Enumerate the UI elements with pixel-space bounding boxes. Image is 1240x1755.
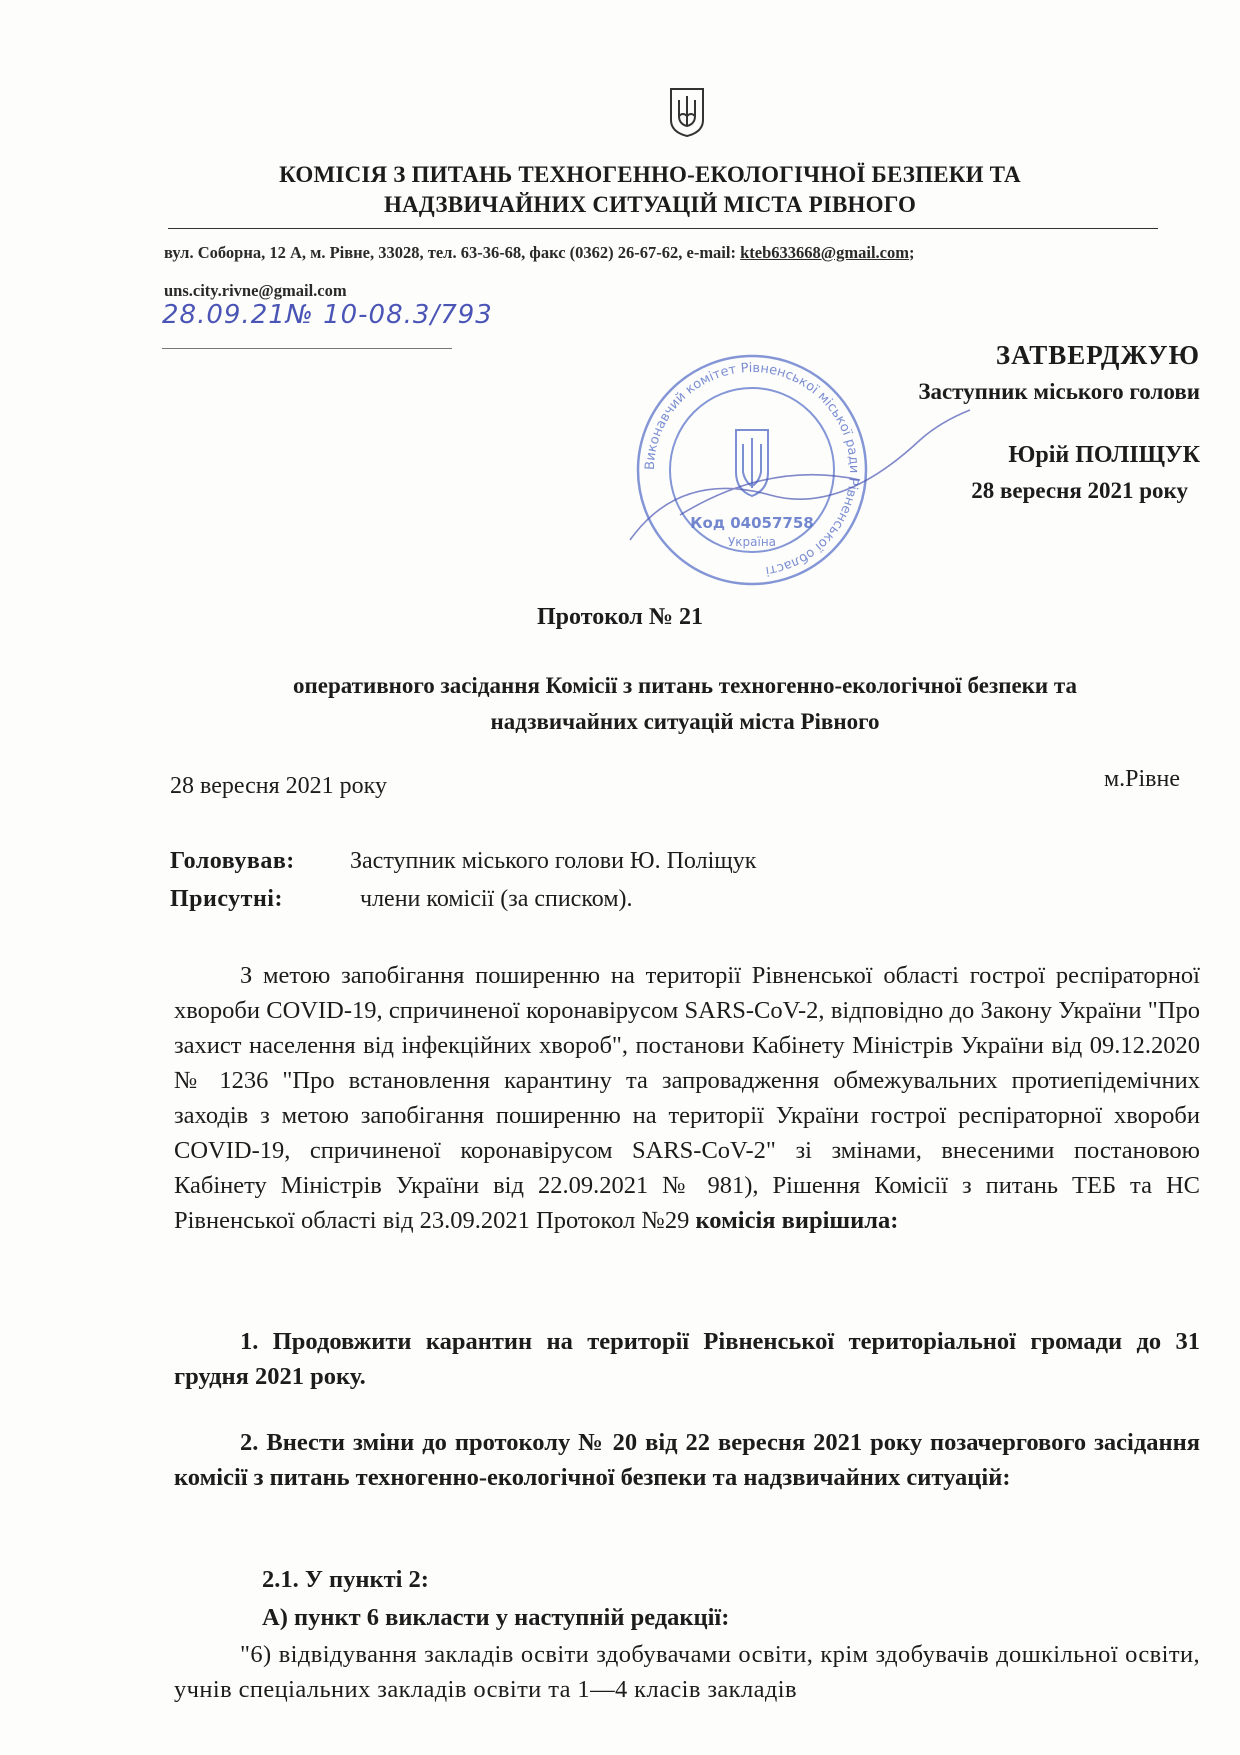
present-row [170,886,633,913]
approval-date: 28 вересня 2021 року [971,478,1188,503]
approval-word: ЗАТВЕРДЖУЮ [995,340,1200,370]
approval-name: Юрій ПОЛІЩУК [1008,442,1200,468]
chair-row [170,848,756,875]
header-divider [168,228,1158,229]
stamp-outer-text: Виконавчий комітет Рівненської міської ради Рівненської області [642,360,862,579]
quote-paragraph: "6) відвідування закладів освіти здобувачами освіти, крім здобувачів дошкільної освіти, учнів спеціальних закладів освіти та 1—4 класів закладів [174,1641,1200,1703]
protocol-subtitle: оперативного засідання Комісії з питань техногенно-екологічної безпеки та надзвичайних ситуацій міста Рівного [292,673,1077,734]
intro-decision: комісія вирішила: [695,1207,899,1234]
subitem-2-1-a: А) пункт 6 викласти у наступній редакції: [262,1604,730,1631]
signature [620,400,980,550]
approval-position: Заступник міського голови [918,379,1200,404]
protocol-title: Протокол № 21 [537,604,703,630]
org-line-2: НАДЗВИЧАЙНИХ СИТУАЦІЙ МІСТА РІВНОГО [383,192,917,217]
email-link[interactable]: kteb633668@gmail.com [740,243,909,262]
decision-item-2: 2. Внести зміни до протоколу № 20 від 22 вересня 2021 року позачергового засідання комісії з питань техногенно-екологічної безпеки та надзвичайних ситуацій: [174,1429,1200,1491]
protocol-date: 28 вересня 2021 року [170,773,387,799]
decision-item-1: 1. Продовжити карантин на території Рівненської територіальної громади до 31 грудня 2021 року. [174,1328,1200,1390]
contact-email-2: uns.city.rivne@gmail.com [164,281,347,300]
subitem-2-1: 2.1. У пункті 2: [262,1566,429,1593]
org-line-1: КОМІСІЯ З ПИТАНЬ ТЕХНОГЕННО-ЕКОЛОГІЧНОЇ БЕЗПЕКИ ТА [279,162,1021,187]
chair-label: Головував: [170,848,295,874]
registration-number: 28.09.21№ 10-08.3/793 [162,300,493,330]
stamp-code: Код 04057758 [690,514,814,532]
present-label: Присутні: [170,886,283,912]
present-value: члени комісії (за списком). [360,886,633,912]
coat-of-arms-icon [668,86,706,138]
chair-value: Заступник міського голови Ю. Поліщук [350,848,757,874]
registration-underline [162,348,452,349]
organization-header [170,160,1130,220]
contact-line: вул. Соборна, 12 А, м. Рівне, 33028, тел. 63-36-68, факс (0362) 26-67-62, e-mail: kteb633668@gmail.com; [164,243,915,262]
stamp-country: Україна [727,535,777,549]
intro-paragraph: З метою запобігання поширенню на території Рівненської області гострої респіраторної хвороби COVID-19, спричиненої коронавірусом SARS-CoV-2, відповідно до Закону України "Про захист населення від інфекційних хвороб", постанови Кабінету Міністрів України від 09.12.2020 № 1236 "Про встановлення карантину та запровадження обмежувальних протиепідемічних заходів з метою запобігання поширенню на території України гострої респіраторної хвороби COVID-19, спричиненої коронавірусом SARS-CoV-2" зі змінами, внесеними постановою Кабінету Міністрів України від 22.09.2021 № 981), Рішення Комісії з питань ТЕБ та НС Рівненської області від 23.09.2021 Протокол №29 комісія вирішила: [174,962,1200,1234]
protocol-city: м.Рівне [1103,766,1180,792]
